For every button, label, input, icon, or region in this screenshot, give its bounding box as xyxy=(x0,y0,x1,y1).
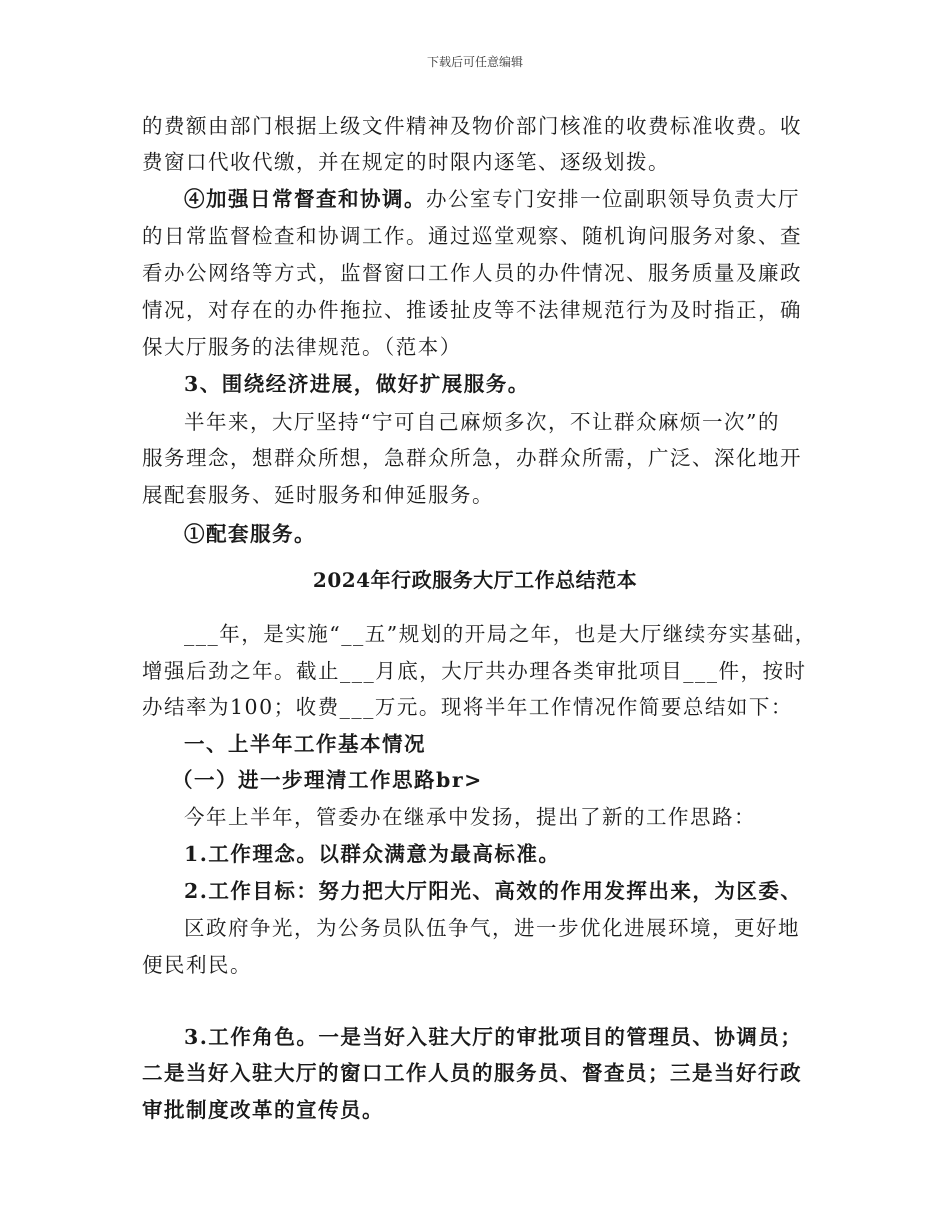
section-heading: 一、上半年工作基本情况 xyxy=(184,732,426,756)
line-text: 办公室专门安排一位副职领导负责大厅 xyxy=(426,187,800,211)
body-line: 办结率为100；收费___万元。现将半年工作情况作简要总结如下： xyxy=(142,695,793,719)
body-line: 保大厅服务的法律规范。（范本） xyxy=(142,335,462,359)
sub-heading: ①配套服务。 xyxy=(184,522,316,546)
body-line xyxy=(184,185,800,213)
list-item: 2.工作目标：努力把大厅阳光、高效的作用发挥出来，为区委、 xyxy=(184,879,803,903)
section-heading: 3、围绕经济进展，做好扩展服务。 xyxy=(184,372,530,396)
body-line: 的日常监督检查和协调工作。通过巡堂观察、随机询问服务对象、查 xyxy=(142,224,802,248)
heading-inline: ④加强日常督查和协调。 xyxy=(184,187,426,211)
body-line: 今年上半年，管委办在继承中发扬，提出了新的工作思路： xyxy=(184,805,756,829)
page-header: 下载后可任意编辑 xyxy=(426,55,523,69)
body-line: 情况，对存在的办件拖拉、推诿扯皮等不法律规范行为及时指正，确 xyxy=(142,298,802,322)
body-line: 审批制度改革的宣传员。 xyxy=(142,1098,384,1122)
sub-heading: （一）进一步理清工作思路br> xyxy=(172,768,483,792)
body-line: 费窗口代收代缴，并在规定的时限内逐笔、逐级划拨。 xyxy=(142,150,670,174)
list-item: 3.工作角色。一是当好入驻大厅的审批项目的管理员、协调员； xyxy=(184,1025,803,1049)
body-line: 看办公网络等方式，监督窗口工作人员的办件情况、服务质量及廉政 xyxy=(142,261,802,285)
document-title: 2024年行政服务大厅工作总结范本 xyxy=(312,568,638,592)
body-line: 展配套服务、延时服务和伸延服务。 xyxy=(142,483,494,507)
body-line: 二是当好入驻大厅的窗口工作人员的服务员、督查员；三是当好行政 xyxy=(142,1061,802,1085)
body-line: 增强后劲之年。截止___月底，大厅共办理各类审批项目___件，按时 xyxy=(142,659,807,683)
body-line: ___年，是实施“__五”规划的开局之年，也是大厅继续夯实基础， xyxy=(184,622,817,646)
body-line: 半年来，大厅坚持“宁可自己麻烦多次，不让群众麻烦一次”的 xyxy=(184,410,780,434)
body-line: 的费额由部门根据上级文件精神及物价部门核准的收费标准收费。收 xyxy=(142,114,802,138)
body-line: 区政府争光，为公务员队伍争气，进一步优化进展环境，更好地 xyxy=(184,916,800,940)
body-line: 服务理念，想群众所想，急群众所急，办群众所需，广泛、深化地开 xyxy=(142,446,802,470)
body-line: 便民利民。 xyxy=(142,953,252,977)
list-item: 1.工作理念。以群众满意为最高标准。 xyxy=(184,842,561,866)
